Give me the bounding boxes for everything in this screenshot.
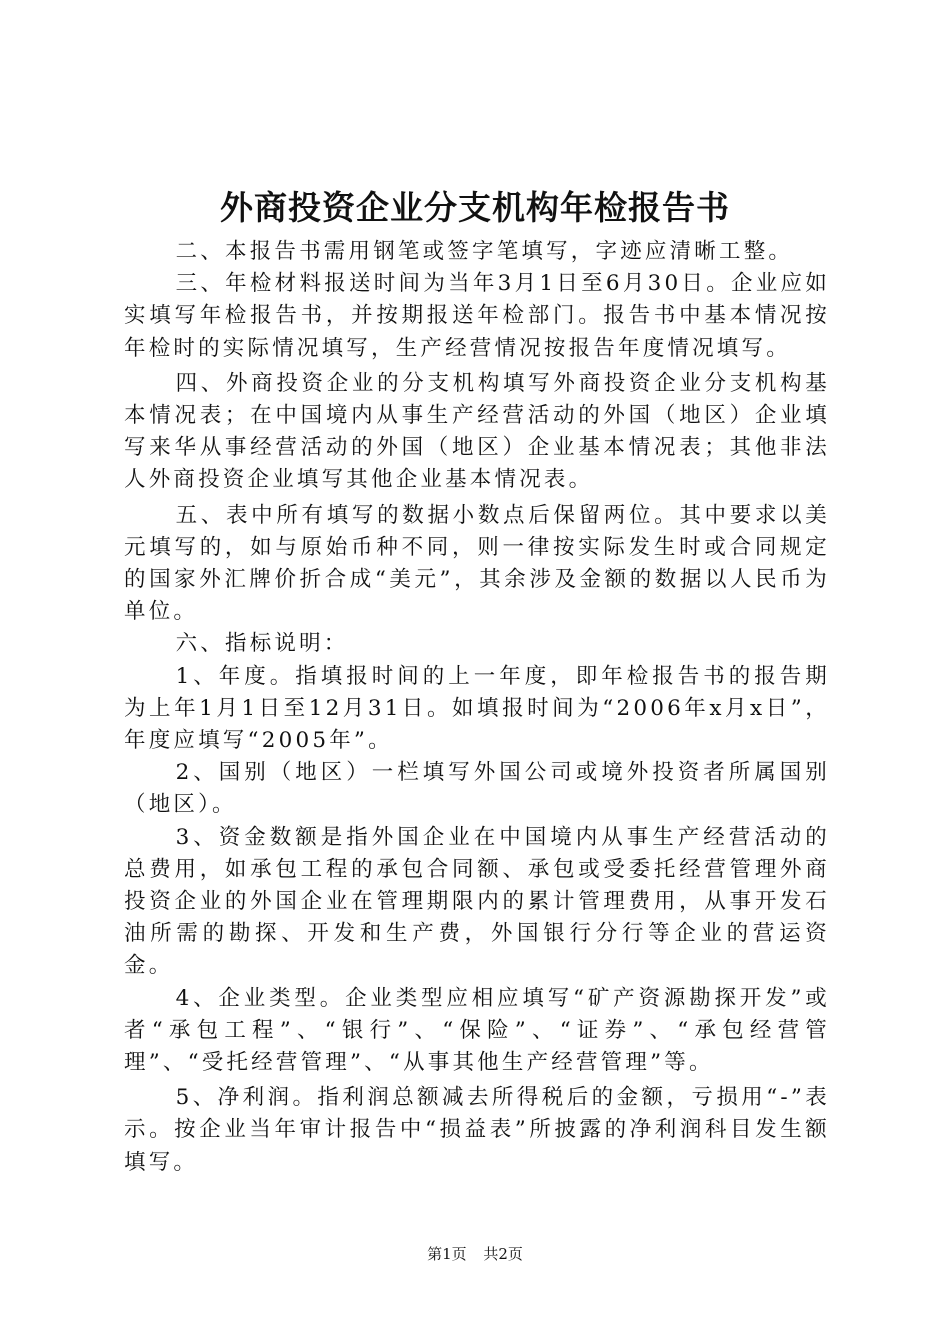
paragraph: 六、指标说明： (175, 631, 349, 657)
document-title: 外商投资企业分支机构年检报告书 (220, 188, 730, 227)
page-number: 第1页 (427, 1245, 467, 1263)
paragraph: 5、净利润。指利润总额减去所得税后的金额，亏损用“-”表示。按企业当年审计报告中“损益表”所披露的净利润科目发生额填写。 (124, 1085, 830, 1175)
paragraph: 4、企业类型。企业类型应相应填写“矿产资源勘探开发”或者“承包工程”、“银行”、“保险”、“证券”、“承包经营管理”、“受托经营管理”、“从事其他生产经营管理”等。 (124, 985, 830, 1076)
paragraph: 四、外商投资企业的分支机构填写外商投资企业分支机构基本情况表；在中国境内从事生产经营活动的外国（地区）企业填写来华从事经营活动的外国（地区）企业基本情况表；其他非法人外商投资企业填写其他企业基本情况表。 (124, 370, 830, 493)
page-total: 共2页 (483, 1245, 523, 1263)
paragraph: 2、国别（地区）一栏填写外国公司或境外投资者所属国别（地区）。 (124, 760, 830, 818)
paragraph: 3、资金数额是指外国企业在中国境内从事生产经营活动的总费用，如承包工程的承包合同额、承包或受委托经营管理外商投资企业的外国企业在管理期限内的累计管理费用，从事开发石油所需的勘探、开发和生产费，外国银行分行等企业的营运资金。 (124, 824, 830, 979)
paragraph: 二、本报告书需用钢笔或签字笔填写，字迹应清晰工整。 (175, 239, 794, 264)
document-body (124, 236, 830, 1179)
paragraph: 五、表中所有填写的数据小数点后保留两位。其中要求以美元填写的，如与原始币种不同，则一律按实际发生时或合同规定的国家外汇牌价折合成“美元”，其余涉及金额的数据以人民币为单位。 (124, 502, 830, 625)
page-footer (0, 1244, 950, 1264)
paragraph: 1、年度。指填报时间的上一年度，即年检报告书的报告期为上年1月1日至12月31日。如填报时间为“2006年x月x日”，年度应填写“2005年”。 (124, 663, 830, 754)
paragraph: 三、年检材料报送时间为当年3月1日至6月30日。企业应如实填写年检报告书，并按期报送年检部门。报告书中基本情况按年检时的实际情况填写，生产经营情况按报告年度情况填写。 (124, 271, 830, 361)
